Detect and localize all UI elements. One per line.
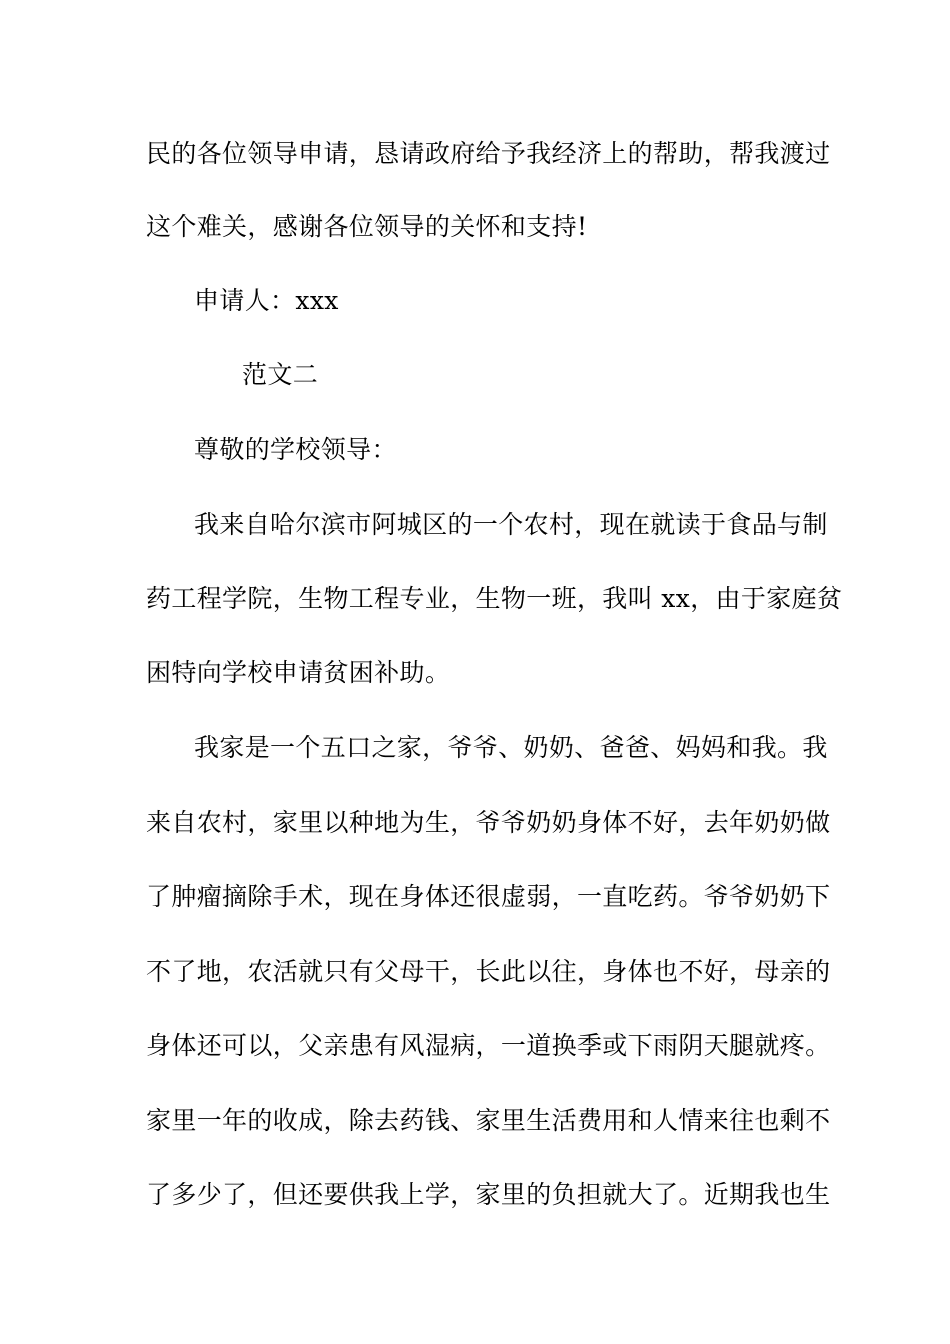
applicant-signature: 申请人：xxx (194, 286, 339, 315)
text-line: 困特向学校申请贫困补助。 (146, 658, 451, 687)
text-line: 来自农村，家里以种地为生，爷爷奶奶身体不好，去年奶奶做 (146, 808, 831, 837)
text-line: 药工程学院，生物工程专业，生物一班，我叫 xx，由于家庭贫 (146, 584, 843, 613)
text-line: 不了地，农活就只有父母干，长此以往，身体也不好，母亲的 (146, 957, 831, 986)
text-line: 身体还可以，父亲患有风湿病，一道换季或下雨阴天腿就疼。 (146, 1031, 831, 1060)
text-line: 我家是一个五口之家，爷爷、奶奶、爸爸、妈妈和我。我 (194, 733, 828, 762)
text-line: 民的各位领导申请，恳请政府给予我经济上的帮助，帮我渡过 (146, 139, 831, 168)
text-line: 家里一年的收成，除去药钱、家里生活费用和人情来往也剩不 (146, 1106, 831, 1135)
text-line: 我来自哈尔滨市阿城区的一个农村，现在就读于食品与制 (194, 510, 828, 539)
text-line: 了肿瘤摘除手术，现在身体还很虚弱，一直吃药。爷爷奶奶下 (146, 882, 831, 911)
text-line: 了多少了，但还要供我上学，家里的负担就大了。近期我也生 (146, 1180, 831, 1209)
salutation: 尊敬的学校领导： (194, 435, 397, 464)
text-line: 这个难关，感谢各位领导的关怀和支持! (146, 212, 588, 241)
section-heading: 范文二 (242, 360, 319, 389)
